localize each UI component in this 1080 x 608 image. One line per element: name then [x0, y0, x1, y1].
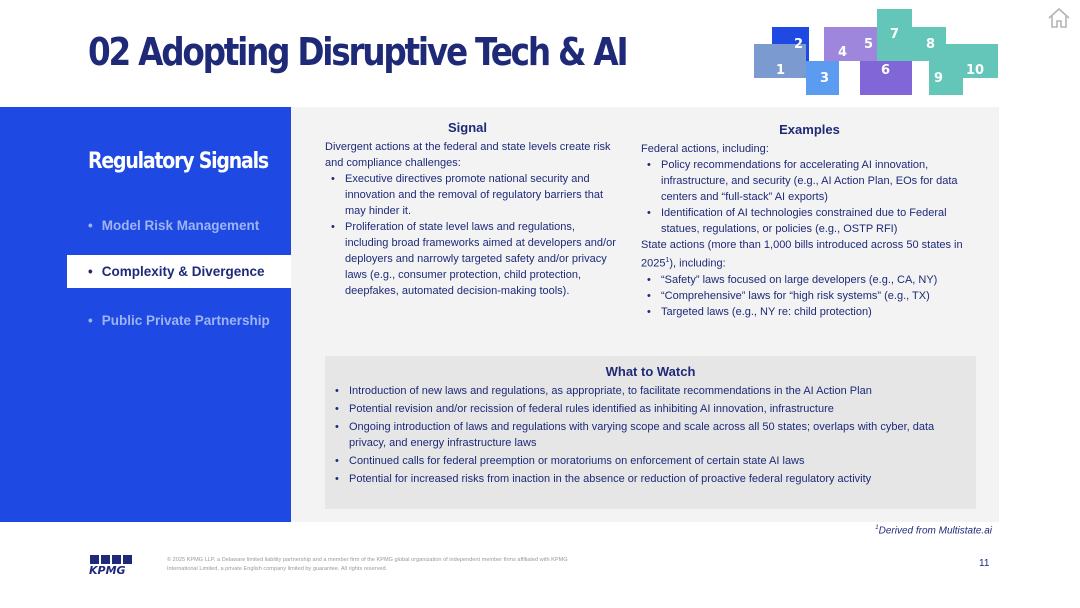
- mosaic-tile-label: 9: [934, 71, 944, 86]
- footnote-text: Derived from Multistate.ai: [878, 525, 992, 537]
- list-item: • “Safety” laws focused on large developers (e.g., CA, NY): [641, 272, 978, 288]
- mosaic-tile-label: 4: [838, 45, 848, 60]
- signal-bullet-list: [325, 171, 620, 299]
- page-title: 02 Adopting Disruptive Tech & AI: [88, 30, 627, 74]
- footnote: [875, 525, 992, 536]
- sidebar: [0, 107, 291, 522]
- list-item: • Policy recommendations for accelerating AI innovation, infrastructure, and security (e.g., AI Action Plan, EOs for data centers and “full-stack” AI exports): [641, 157, 978, 205]
- mosaic-tile-label: 5: [864, 37, 874, 52]
- sidebar-item-label: Model Risk Management: [101, 218, 260, 233]
- state-intro-text: State actions (more than 1,000 bills introduced across 50 states in 2025: [641, 239, 963, 270]
- what-to-watch-list: [329, 383, 959, 489]
- list-item: • Potential for increased risks from inaction in the absence or reduction of proactive federal regulatory activity: [329, 471, 959, 487]
- page-number: 11: [979, 558, 990, 569]
- list-item: • Executive directives promote national security and innovation and the removal of regulatory barriers that may hinder it.: [325, 171, 620, 219]
- signal-intro: Divergent actions at the federal and state levels create risk and compliance challenges:: [325, 141, 611, 169]
- sidebar-item-complexity-divergence[interactable]: • Complexity & Divergence: [67, 255, 291, 288]
- mosaic-tile-label: 1: [776, 63, 786, 78]
- list-item: • Potential revision and/or recission of federal rules identified as inhibiting AI innovation, infrastructure: [329, 401, 959, 417]
- list-item: • Targeted laws (e.g., NY re: child protection): [641, 304, 978, 320]
- legal-notice: © 2025 KPMG LLP, a Delaware limited liability partnership and a member firm of the KPMG global organization of independent member firms affiliated with KPMG International Limited, a private English company limited by guarantee. All rights reserved.: [167, 557, 568, 572]
- mosaic-tile-label: 6: [881, 63, 891, 78]
- what-to-watch-heading: What to Watch: [605, 364, 696, 379]
- sidebar-item-model-risk-management[interactable]: • Model Risk Management: [88, 218, 260, 233]
- section-tile-mosaic: [0, 0, 1080, 100]
- list-item: • “Comprehensive” laws for “high risk systems” (e.g., TX): [641, 288, 978, 304]
- kpmg-logo: [89, 555, 133, 575]
- footnote-marker: 1: [875, 525, 879, 531]
- footnote-marker: 1: [665, 257, 670, 264]
- examples-section: [641, 141, 978, 320]
- state-intro: [641, 237, 978, 272]
- examples-heading: Examples: [779, 122, 840, 137]
- state-bullet-list: [641, 272, 978, 320]
- logo-text: KPMG: [89, 564, 126, 575]
- sidebar-item-label: Public Private Partnership: [101, 313, 270, 328]
- mosaic-tile-label: 8: [926, 37, 936, 52]
- state-intro-tail: ), including:: [669, 257, 726, 270]
- sidebar-title: Regulatory Signals: [88, 149, 268, 174]
- mosaic-tile-label: 2: [794, 37, 804, 52]
- list-item: • Introduction of new laws and regulations, as appropriate, to facilitate recommendations in the AI Action Plan: [329, 383, 959, 399]
- what-to-watch-box: [325, 356, 976, 509]
- federal-intro: Federal actions, including:: [641, 143, 769, 155]
- signal-heading: Signal: [447, 120, 487, 135]
- sidebar-item-public-private-partnership[interactable]: • Public Private Partnership: [88, 313, 270, 328]
- mosaic-tile-label: 10: [966, 63, 985, 78]
- mosaic-tile-label: 3: [820, 71, 830, 86]
- list-item: • Ongoing introduction of laws and regulations with varying scope and scale across all 50 states; overlaps with cyber, data privacy, and energy infrastructure laws: [329, 419, 959, 451]
- signal-section: [325, 139, 620, 299]
- federal-bullet-list: [641, 157, 978, 237]
- list-item: • Identification of AI technologies constrained due to Federal statues, regulations, or policies (e.g., OSTP RFI): [641, 205, 978, 237]
- sidebar-item-label: Complexity & Divergence: [101, 264, 265, 279]
- mosaic-tile-label: 7: [890, 27, 900, 42]
- list-item: • Proliferation of state level laws and regulations, including broad frameworks aimed at developers and/or deployers and narrowly targeted safety and/or privacy laws (e.g., consumer protection, child protection, deepfakes, automated decision-making tools).: [325, 219, 620, 299]
- list-item: • Continued calls for federal preemption or moratoriums on enforcement of certain state AI laws: [329, 453, 959, 469]
